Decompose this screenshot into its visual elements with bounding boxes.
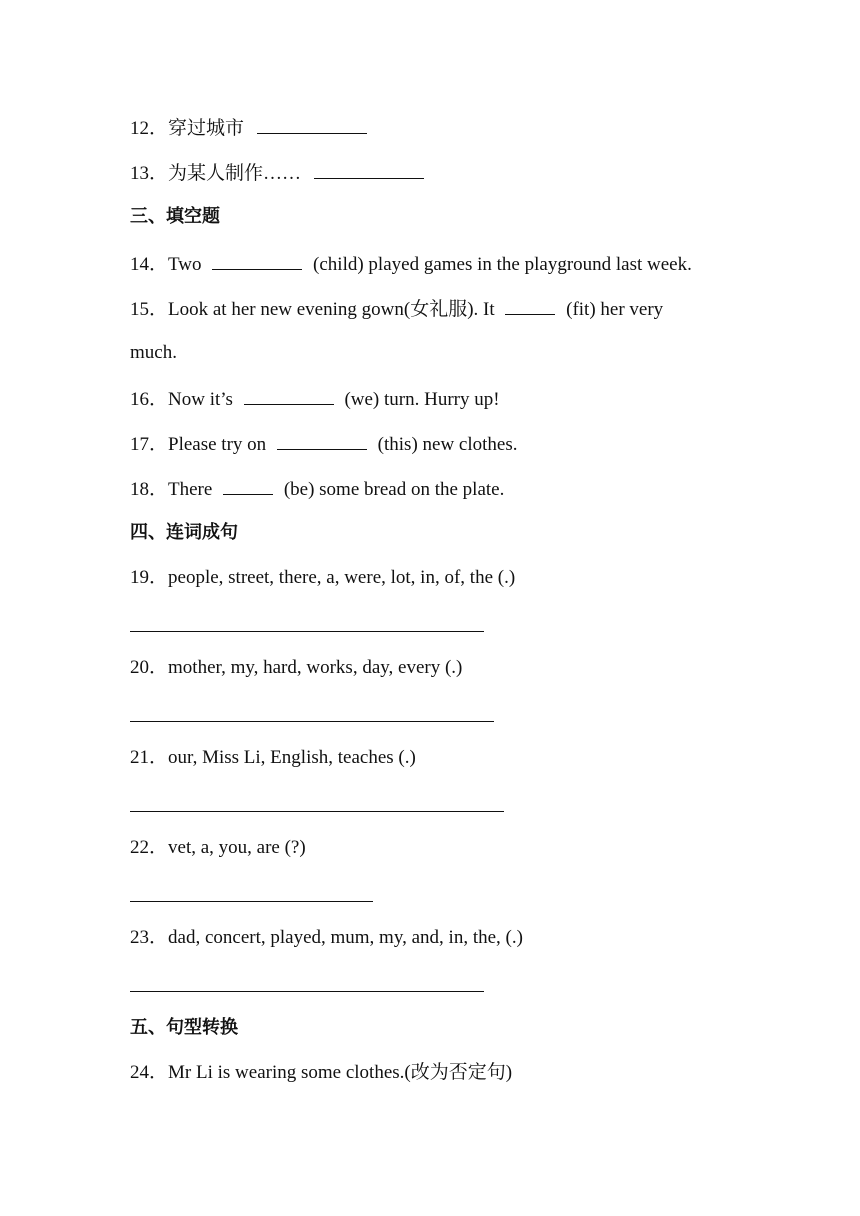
question-text-after: (we) turn. Hurry up!	[344, 389, 500, 410]
question-21	[130, 746, 416, 770]
question-number: 21．	[130, 747, 169, 768]
question-20	[130, 656, 462, 680]
question-number: 15．	[130, 299, 169, 320]
question-text-before: Now it’s	[168, 389, 233, 410]
question-number: 19．	[130, 567, 169, 588]
question-number: 13．	[130, 163, 169, 184]
question-16	[130, 386, 500, 412]
question-text: dad, concert, played, mum, my, and, in, the, (.)	[168, 927, 523, 948]
question-number: 20．	[130, 657, 169, 678]
answer-blank[interactable]	[314, 160, 424, 179]
question-text: our, Miss Li, English, teaches (.)	[168, 747, 416, 768]
section-heading-sentence-building: 四、连词成句	[130, 522, 238, 543]
question-24	[130, 1061, 512, 1085]
question-14	[130, 251, 692, 277]
question-text-before: Two	[168, 254, 202, 275]
section-heading-sentence-transform: 五、句型转换	[130, 1017, 238, 1038]
question-15	[130, 296, 663, 322]
question-number: 17．	[130, 434, 169, 455]
answer-line[interactable]	[130, 631, 484, 632]
question-number: 22．	[130, 837, 169, 858]
section-heading-fill-in: 三、填空题	[130, 206, 220, 227]
question-text-before: Look at her new evening gown(女礼服). It	[168, 299, 495, 320]
question-text-after: (fit) her very	[566, 299, 664, 320]
question-text: people, street, there, a, were, lot, in, of, the (.)	[168, 567, 516, 588]
question-number: 24．	[130, 1062, 169, 1083]
answer-blank[interactable]	[223, 476, 273, 495]
question-text: Mr Li is wearing some clothes.(改为否定句)	[168, 1062, 513, 1083]
answer-blank[interactable]	[244, 386, 334, 405]
question-number: 16．	[130, 389, 169, 410]
answer-blank[interactable]	[212, 251, 302, 270]
question-text: mother, my, hard, works, day, every (.)	[168, 657, 463, 678]
question-text-after: (child) played games in the playground last week.	[313, 254, 692, 275]
question-text-after: (be) some bread on the plate.	[283, 479, 505, 500]
question-12	[130, 115, 367, 141]
question-text-after: (this) new clothes.	[377, 434, 518, 455]
answer-line[interactable]	[130, 721, 494, 722]
question-22	[130, 836, 306, 860]
question-18	[130, 476, 504, 502]
question-number: 23．	[130, 927, 169, 948]
question-text: vet, a, you, are (?)	[168, 837, 306, 858]
answer-line[interactable]	[130, 901, 373, 902]
answer-line[interactable]	[130, 811, 504, 812]
answer-blank[interactable]	[277, 431, 367, 450]
question-text-before: Please try on	[168, 434, 267, 455]
answer-line[interactable]	[130, 991, 484, 992]
question-number: 14．	[130, 254, 169, 275]
question-text: 为某人制作……	[168, 163, 302, 184]
question-17	[130, 431, 518, 457]
answer-blank[interactable]	[505, 296, 555, 315]
question-text: 穿过城市	[168, 118, 245, 139]
question-text-before: There	[168, 479, 213, 500]
question-13	[130, 160, 424, 186]
answer-blank[interactable]	[257, 115, 367, 134]
question-19	[130, 566, 515, 590]
question-15-continuation: much.	[130, 342, 177, 363]
question-number: 18．	[130, 479, 169, 500]
question-23	[130, 926, 523, 950]
question-number: 12．	[130, 118, 169, 139]
